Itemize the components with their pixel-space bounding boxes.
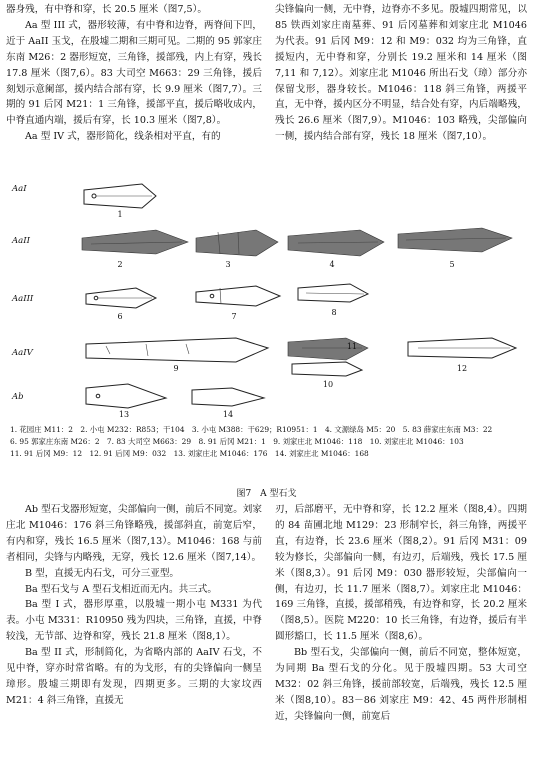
figure-7: [6, 176, 527, 458]
artifact-7-drawing: [196, 286, 280, 306]
artifact-number: 12: [456, 364, 468, 373]
paragraph: Bb 型石戈，尖部偏向一侧，前后不同宽，整体短宽，为同期 Ba 型石戈的分化。见于殷墟四期。53 大司空 M32：02 斜三角锋，援前部较宽，后端残，残长 12.5 厘米（图8,10）。83－86 刘家庄 M9：42、45 两件形制相近，尖锋偏向一侧，前宽后: [275, 647, 527, 722]
artifact-drawings: [6, 176, 527, 424]
row-label-aaiv: AaIV: [12, 348, 33, 358]
artifact-8-drawing: [298, 284, 368, 302]
row-label-aaii: AaII: [12, 236, 30, 246]
artifact-9-drawing: [86, 338, 268, 362]
artifact-number: 1: [117, 210, 123, 219]
artifact-1-drawing: [84, 184, 156, 208]
artifact-5-drawing: [398, 228, 512, 252]
artifact-14-drawing: [192, 388, 264, 406]
artifact-number: 5: [449, 260, 455, 269]
legend-line: 1. 花园庄 M11：2 2. 小屯 M232：R853；干104 3. 小屯 M388：干629；R10951：1 4. 文源绿岛 M5：20 5. 83 薛家庄东南 M3：22: [10, 425, 493, 434]
artifact-6-drawing: [86, 288, 156, 308]
text-column-bottom-left: [6, 502, 262, 709]
figure-legend: [10, 424, 525, 460]
row-label-aai: AaI: [12, 184, 27, 194]
artifact-number: 2: [117, 260, 123, 269]
artifact-number: 13: [118, 410, 130, 419]
artifact-number: 3: [225, 260, 231, 269]
legend-line: 11. 91 后冈 M9：12 12. 91 后冈 M9：032 13. 刘家庄北 M1046：176 14. 刘家庄北 M1046：168: [10, 449, 369, 458]
legend-line: 6. 95 郭家庄东南 M26：2 7. 83 大司空 M663：29 8. 91 后冈 M21：1 9. 刘家庄北 M1046：118 10. 刘家庄北 M1046：103: [10, 437, 464, 446]
text-column-bottom-right: [275, 502, 527, 725]
text-column-top-right: [275, 2, 527, 145]
artifact-11-drawing: [292, 362, 362, 376]
paragraph: 器身残，有中脊和穿，长 20.5 厘米（图7,5）。: [6, 4, 208, 15]
artifact-13-drawing: [86, 384, 166, 408]
paragraph: Aa 型 III 式，器形较薄，有中脊和边脊，两脊间下凹，近于 AaII 玉戈，在殷墟二期和三期可见。二期的 95 郭家庄东南 M26：2 器形短宽，三角锋，援部残，内上有穿，残长 17.8 厘米（图7,6）。83 大司空 M663：29 三角锋，援后刻划示意阑部，援内结合部有穿，长 9.9 厘米（图7,7）。三期的 91 后冈 M21：1 三角锋，援部平直，援后略收成内，中脊直通内端，援后有穿，长 10.3 厘米（图7,8）。: [6, 19, 262, 127]
paragraph: Ba 型 II 式，形制简化，为省略内部的 AaIV 石戈，不见中脊，穿亦时常省略。有的为戈形，有的尖锋偏向一侧呈璋形。殷墟三期即有发现，四期更多。三期的大家坟西 M21：4 斜三角锋，直援无: [6, 647, 262, 706]
paragraph: Ba 型石戈与 A 型石戈相近而无内。共三式。: [25, 583, 217, 595]
artifact-number: 11: [346, 342, 358, 351]
row-label-aaiii: AaIII: [12, 294, 34, 304]
row-label-ab: Ab: [12, 392, 24, 402]
artifact-2-drawing: [82, 230, 188, 254]
artifact-3-drawing: [196, 230, 278, 256]
paragraph: 尖锋偏向一侧，无中脊，边脊亦不多见。殷墟四期常见，以 85 铁西刘家庄南墓葬、91 后冈墓葬和刘家庄北 M1046 为代表。91 后冈 M9：12 和 M9：032 均为三角锋，直援短内，无中脊和穿，分别长 19.2 厘米和 14 厘米（图7,11 和 7,12）。刘家庄北 M1046 所出石戈（璋）部分亦保留戈形，器身较长。M1046：118 斜三角锋，两援平直，无中脊，援内区分不明显，结合处有穿，内后端略残，残长 26.6 厘米（图7,9）。M1046：103 略残，尖部偏向一侧，援内结合部有穿，残长 18 厘米（图7,10）。: [275, 4, 527, 143]
text-column-top-left: [6, 2, 262, 145]
artifact-number: 7: [231, 312, 237, 321]
paragraph: Aa 型 IV 式，器形简化，线条相对平直，有的: [25, 131, 221, 143]
artifact-number: 14: [222, 410, 234, 419]
figure-caption: 图7 A 型石戈: [236, 489, 297, 499]
artifact-12-drawing: [408, 338, 516, 358]
artifact-4-drawing: [288, 230, 384, 256]
paragraph: Ba 型 I 式，器形厚重，以殷墟一期小屯 M331 为代表。小屯 M331：R10950 残为四块，三角锋，直援，中脊较浅，无节部、边脊和穿，残长 21.8 厘米（图8,1）。: [6, 599, 262, 643]
paragraph: Ab 型石戈器形短宽，尖部偏向一侧，前后不同宽。刘家庄北 M1046：176 斜三角锋略残，援部斜直，前宽后窄，有内和穿，残长 16.5 厘米（图7,13）。M1046：168 与前者相同，尖锋与内略残，无穿，残长 12.6 厘米（图7,14）。: [6, 504, 262, 563]
artifact-number: 4: [329, 260, 335, 269]
paragraph: B 型，直援无内石戈，可分三亚型。: [25, 567, 180, 579]
artifact-number: 10: [322, 380, 334, 389]
artifact-number: 9: [173, 364, 179, 373]
artifact-number: 8: [331, 308, 337, 317]
paragraph: 刃，后部磨平，无中脊和穿，长 12.2 厘米（图8,4）。四期的 84 苗圃北地 M129：23 形制窄长，斜三角锋，两援平直，有边脊，长 23.6 厘米（图8,2）。91 后冈 M31：09 较为修长，尖部偏向一侧，有边刃，后端残，残长 17.5 厘米（图8,3）。91 后冈 M9：030 器形较短，尖部偏向一侧，有边刃，长 11.7 厘米（图8,7）。刘家庄北 M1046：169 三角锋，直援，援部稍残，有边脊和穿，长 20.2 厘米（图8,5）。医院 M220：10 长三角锋，有边脊，援后有半圆形豁口，长 11.5 厘米（图8,6）。: [275, 504, 527, 643]
artifact-number: 6: [117, 312, 123, 321]
